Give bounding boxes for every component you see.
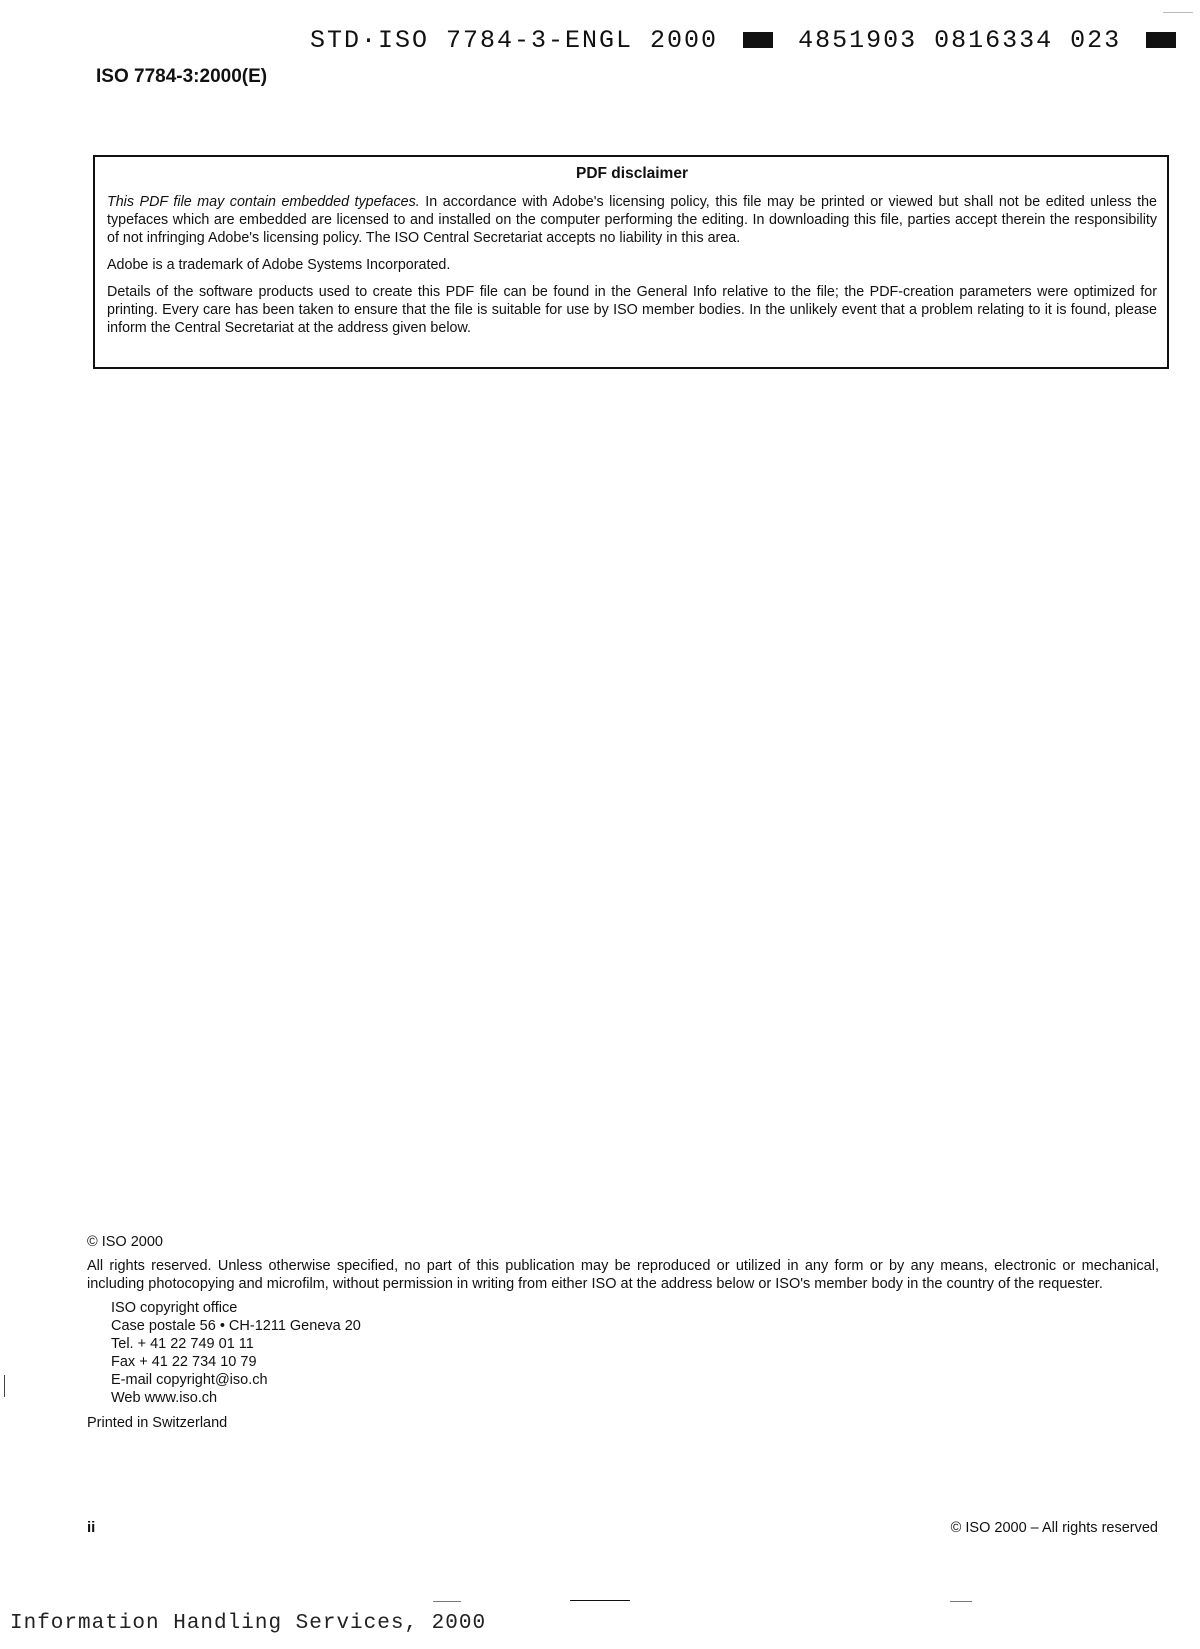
scan-mark: [950, 1601, 972, 1602]
disclaimer-paragraph-trademark: Adobe is a trademark of Adobe Systems Incorporated.: [107, 257, 451, 273]
stamp-block-mark-end: [1146, 32, 1176, 48]
iso-address: [87, 1299, 1159, 1407]
stamp-numbers: 4851903 0816334: [798, 26, 1054, 55]
address-email: E-mail copyright@iso.ch: [111, 1372, 268, 1388]
disclaimer-licensing-text: In accordance with Adobe's licensing policy, this file may be printed or viewed but shall not be edited unless the typefaces which are embedded are licensed to and installed on the computer performing the editing. In downloading this file, parties accept therein the responsibility of not infringing Adobe's licensing policy. The ISO Central Secretariat accepts no liability in this area.: [107, 194, 1157, 246]
stamp-block-mark: [743, 32, 773, 48]
disclaimer-italic-lead: This PDF file may contain embedded typefaces.: [107, 194, 420, 210]
scan-mark: [433, 1601, 461, 1602]
footer-copyright: © ISO 2000 – All rights reserved: [950, 1520, 1158, 1536]
copyright-notice: © ISO 2000: [87, 1234, 163, 1250]
document-id: ISO 7784-3:2000(E): [96, 66, 268, 87]
scan-mark: [1163, 12, 1193, 13]
address-web: Web www.iso.ch: [111, 1390, 218, 1406]
rights-reserved-text: All rights reserved. Unless otherwise specified, no part of this publication may be reproduced or utilized in any form or by any means, electronic or mechanical, including photocopying and microfilm, without permission in writing from either ISO at the address below or ISO's member body in the country of the requester.: [87, 1258, 1159, 1292]
scan-mark: [570, 1600, 630, 1601]
document-stamp: [310, 26, 1184, 55]
page-number: ii: [87, 1519, 96, 1536]
stamp-code: STD·ISO 7784-3-ENGL 2000: [310, 26, 719, 55]
disclaimer-paragraph-typefaces: [107, 193, 1157, 247]
source-watermark: Information Handling Services, 2000: [10, 1612, 487, 1635]
stamp-numbers-suffix: 023: [1070, 26, 1122, 55]
disclaimer-title: PDF disclaimer: [576, 165, 688, 182]
printed-location: Printed in Switzerland: [87, 1415, 228, 1431]
address-office: ISO copyright office: [111, 1300, 238, 1316]
scan-mark: [4, 1375, 5, 1397]
address-fax: Fax + 41 22 734 10 79: [111, 1354, 257, 1370]
copyright-section: [87, 1233, 1159, 1432]
address-tel: Tel. + 41 22 749 01 11: [111, 1336, 254, 1352]
address-postal: Case postale 56 • CH-1211 Geneva 20: [111, 1318, 361, 1334]
pdf-disclaimer-box: [93, 155, 1169, 369]
disclaimer-paragraph-details: Details of the software products used to create this PDF file can be found in the General Info relative to the file; the PDF-creation parameters were optimized for printing. Every care has been taken to ensure that the file is suitable for use by ISO member bodies. In the unlikely event that a problem relating to it is found, please inform the Central Secretariat at the address given below.: [107, 284, 1157, 336]
